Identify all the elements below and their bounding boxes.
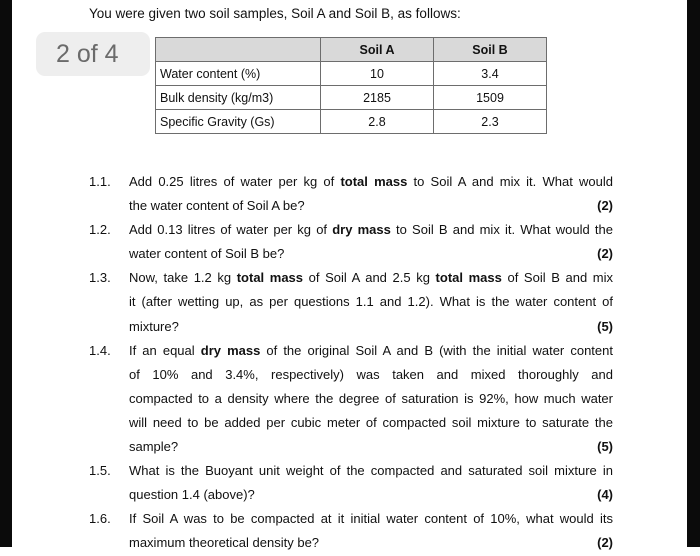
- question-line: Add 0.13 litres of water per kg of dry mass to Soil B and mix it. What would the: [129, 222, 613, 238]
- question-line: will need to be added per cubic meter of compacted soil mixture to saturate the: [129, 414, 613, 430]
- marks-label: (4): [597, 487, 613, 503]
- table-row: [156, 110, 547, 134]
- marks-label: (2): [597, 246, 613, 262]
- table-cell: 2.3: [434, 110, 547, 134]
- question-number: 1.3.: [89, 270, 111, 286]
- soil-properties-table: [155, 37, 547, 134]
- question-line: What is the Buoyant unit weight of the compacted and saturated soil mixture in: [129, 463, 613, 479]
- table-row-label: Bulk density (kg/m3): [156, 86, 321, 110]
- question-line: Add 0.25 litres of water per kg of total mass to Soil A and mix it. What would: [129, 174, 613, 189]
- question-line: Now, take 1.2 kg total mass of Soil A and 2.5 kg total mass of Soil B and mix: [129, 270, 614, 286]
- marks-label: (5): [597, 439, 613, 455]
- question-number: 1.6.: [89, 511, 111, 527]
- table-row: [156, 86, 547, 110]
- question-1-2: [89, 218, 613, 266]
- question-line: If Soil A was to be compacted at it initial water content of 10%, what would its: [129, 511, 613, 527]
- question-number: 1.5.: [89, 463, 111, 479]
- table-cell: 2.8: [321, 110, 434, 134]
- table-row-label: Water content (%): [156, 62, 321, 86]
- question-line: compacted to a density where the degree of saturation is 92%, how much water: [129, 390, 613, 406]
- table-cell: 1509: [434, 86, 547, 110]
- question-line: If an equal dry mass of the original Soil A and B (with the initial water content: [129, 342, 613, 358]
- intro-text: You were given two soil samples, Soil A and Soil B, as follows:: [89, 6, 461, 21]
- table-cell: 2185: [321, 86, 434, 110]
- question-1-3: [89, 266, 613, 338]
- question-line: question 1.4 (above)?: [129, 487, 255, 503]
- table-header-cell: Soil B: [434, 38, 547, 62]
- table-row: [156, 62, 547, 86]
- question-1-5: [89, 459, 613, 507]
- question-line: it (after wetting up, as per questions 1.1 and 1.2). What is the water content of: [129, 294, 613, 310]
- table-header-cell: Soil A: [321, 38, 434, 62]
- question-1-1: [89, 170, 613, 218]
- question-line: of 10% and 3.4%, respectively) was taken and mixed thoroughly and: [129, 366, 613, 382]
- question-number: 1.2.: [89, 222, 111, 238]
- question-list: [89, 170, 613, 556]
- table-cell: 3.4: [434, 62, 547, 86]
- right-dark-border: [687, 0, 700, 547]
- question-line: maximum theoretical density be?: [129, 535, 320, 551]
- question-line: the water content of Soil A be?: [129, 198, 305, 214]
- question-number: 1.4.: [89, 342, 111, 358]
- table-row-label: Specific Gravity (Gs): [156, 110, 321, 134]
- question-1-4: [89, 339, 613, 459]
- question-line: water content of Soil B be?: [129, 246, 285, 262]
- table-header-cell: [156, 38, 321, 62]
- marks-label: (2): [597, 535, 613, 551]
- marks-label: (5): [597, 318, 613, 334]
- marks-label: (2): [597, 198, 613, 214]
- question-number: 1.1.: [89, 174, 111, 189]
- question-1-6: [89, 507, 613, 555]
- question-line: sample?: [129, 439, 179, 455]
- question-line: mixture?: [129, 318, 179, 334]
- table-cell: 10: [321, 62, 434, 86]
- table-header-row: [156, 38, 547, 62]
- left-dark-border: [0, 0, 12, 547]
- page-indicator-badge: 2 of 4: [36, 32, 150, 76]
